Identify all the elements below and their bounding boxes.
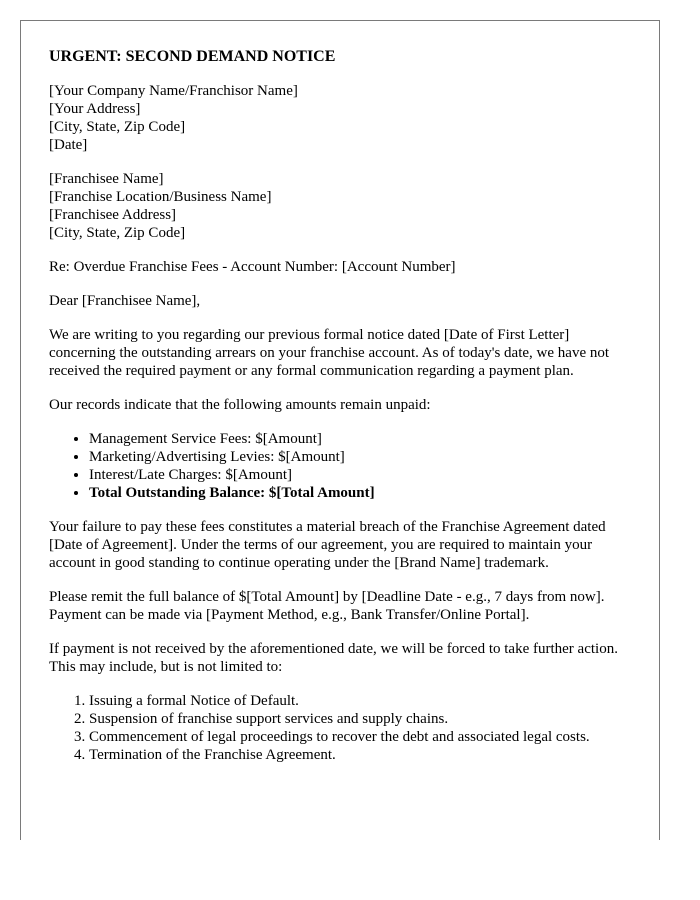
list-item: • Interest/Late Charges: $[Amount] — [89, 466, 631, 484]
recipient-street: [Franchisee Address] — [49, 207, 177, 223]
recipient-business: [Franchise Location/Business Name] — [49, 189, 272, 205]
list-item: 1. Issuing a formal Notice of Default. — [89, 692, 631, 710]
recipient-city: [City, State, Zip Code] — [49, 225, 186, 241]
demand-letter — [20, 20, 660, 840]
letter-title: URGENT: SECOND DEMAND NOTICE — [49, 48, 336, 65]
breach-paragraph: Your failure to pay these fees constitutes a material breach of the Franchise Agreement dated [Date of Agreement]. Under the terms of our agreement, you are required to maintain your account in good standing to continue operating under the [Brand Name] trademark. — [49, 519, 606, 571]
recipient-name: [Franchisee Name] — [49, 171, 164, 187]
list-item: 3. Commencement of legal proceedings to recover the debt and associated legal costs. — [89, 728, 631, 746]
salutation: Dear [Franchisee Name], — [49, 293, 201, 309]
actions-list — [49, 692, 631, 764]
list-item: • Management Service Fees: $[Amount] — [89, 430, 631, 448]
list-item: 4. Termination of the Franchise Agreement. — [89, 746, 631, 764]
sender-address — [49, 82, 631, 154]
consequence-paragraph: If payment is not received by the aforementioned date, we will be forced to take further action. This may include, but is not limited to: — [49, 641, 618, 675]
total-balance-item: • Total Outstanding Balance: $[Total Amount] — [89, 484, 631, 502]
sender-company: [Your Company Name/Franchisor Name] — [49, 83, 298, 99]
list-item: • Marketing/Advertising Levies: $[Amount] — [89, 448, 631, 466]
sender-city: [City, State, Zip Code] — [49, 119, 186, 135]
list-item: 2. Suspension of franchise support services and supply chains. — [89, 710, 631, 728]
remit-paragraph: Please remit the full balance of $[Total Amount] by [Deadline Date - e.g., 7 days from now]. Payment can be made via [Payment Method, e.g., Bank Transfer/Online Portal]. — [49, 589, 605, 623]
recipient-address — [49, 170, 631, 242]
intro-paragraph: We are writing to you regarding our previous formal notice dated [Date of First Letter] concerning the outstanding arrears on your franchise account. As of today's date, we have not received the required payment or any formal communication regarding a payment plan. — [49, 327, 610, 379]
records-paragraph: Our records indicate that the following amounts remain unpaid: — [49, 397, 431, 413]
sender-street: [Your Address] — [49, 101, 141, 117]
amounts-list — [49, 430, 631, 502]
subject-line: Re: Overdue Franchise Fees - Account Number: [Account Number] — [49, 259, 456, 275]
letter-date: [Date] — [49, 137, 88, 153]
